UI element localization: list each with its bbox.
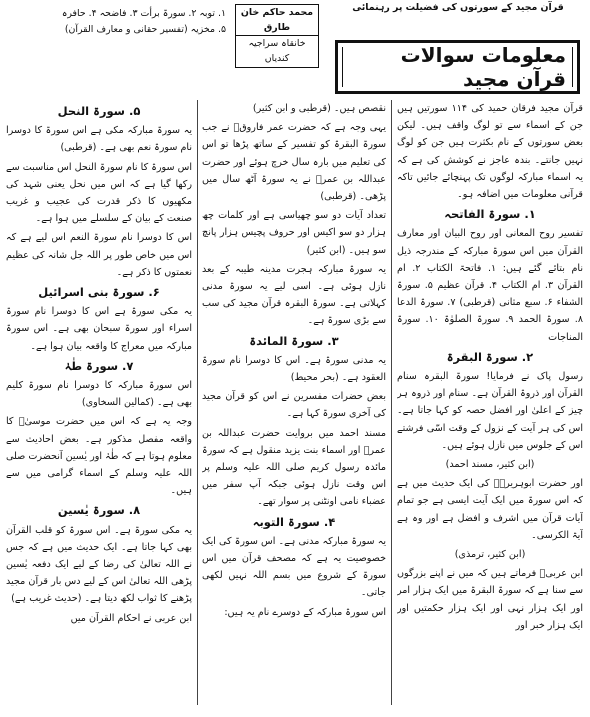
- section-heading: ۷. سورۃ طٰہٰ: [64, 358, 134, 373]
- section-heading: ۶. سورۃ بنی اسرائیل: [38, 285, 160, 300]
- toc-box: [6, 6, 226, 38]
- paragraph: تفسیر روح المعانی اور روح البیان اور معارف القرآن میں اس سورۃ مبارکہ کے مندرجہ ذیل نام بتائے گئے ہیں: ۱. فاتحۃ الکتاب ۲. ام القرآن ۳. ام الکتاب ۴. قرآن عظیم ۵. سورۃ الشفاء ۶. سبع مثانی (قرطبی) ۷. سورۃ الدعا ۸. سورۃ الحمد ۹. سورۃ الصلوٰۃ ۱۰. سورۃ المناجات: [397, 228, 583, 343]
- column-rule: [197, 100, 198, 705]
- section-heading: ۳. سورۃ المائدۃ: [249, 333, 339, 348]
- paragraph: اس سورۃ مبارکہ کے دوسرے نام یہ ہیں:: [224, 606, 386, 618]
- toc-line: ۱. توبہ ۲. سورۃ برأت ۳. فاضحہ ۴. حافرہ: [61, 8, 226, 19]
- column-middle: [202, 100, 386, 705]
- header-top-line: قرآن مجید کے سورتوں کی فضیلت پر رہنمائی: [352, 2, 564, 13]
- citation: (ابن کثیر، ترمذی): [454, 549, 526, 561]
- paragraph: اس کا دوسرا نام سورۃ النعم اس لیے ہے کہ اس میں خاص طور پر اللہ جل شانہ کی عظیم نعمتوں کا ذکر ہے۔: [6, 232, 192, 278]
- paragraph: ابن عربی نے احکام القرآن میں: [70, 612, 192, 624]
- section-heading: ۵. سورۃ النحل: [57, 104, 141, 118]
- column-left: [6, 100, 192, 705]
- paragraph: یہ سورۃ مبارکہ مکی ہے اس سورۃ کا دوسرا نام سورۃ نعم بھی ہے۔ (قرطبی): [6, 125, 192, 154]
- paragraph: مسند احمد میں بروایت حضرت عبداللہ بن عمرؓ اور اسماء بنت یزید منقول ہے کہ سورۃ مائدہ رسول کریم صلی اللہ علیہ وسلم پر اس وقت نازل ہوئی جبکہ آپ سفر میں عضباء نامی اونٹنی پر سوار تھے۔: [202, 427, 386, 508]
- page-title: معلومات سوالات قرآن مجید: [343, 43, 572, 91]
- author-name: محمد حاکم خان طارق: [236, 5, 318, 36]
- paragraph: یہی وجہ ہے کہ حضرت عمر فاروقؓ نے جب سورۃ البقرۃ کو تفسیر کے ساتھ پڑھا تو اس کی تعلیم میں بارہ سال خرچ ہوئے اور حضرت عبداللہ بن عمرؓ نے یہ سورۃ آٹھ سال میں پڑھی۔ (قرطبی): [202, 122, 386, 203]
- paragraph: یہ مکی سورۃ ہے۔ اس سورۃ کو قلب القرآن بھی کہا جاتا ہے۔ ایک حدیث میں ہے کہ جس نے اللہ تعالیٰ کی رضا کے لیے ایک دفعہ یٰسین پڑھی اللہ تعالیٰ اس کے لیے دس بار قرآن مجید پڑھنے کا ثواب لکھ دیتا ہے۔ (حدیث غریب ہے): [6, 524, 192, 605]
- paragraph: قرآن مجید فرقان حمید کی ۱۱۴ سورتیں ہیں جن کے اسماء سے تو لوگ واقف ہیں۔ لیکن بعض سورتوں کے نام بکثرت ہیں جن کو لوگ نہیں جانتے۔ بندہ عاجز نے کوشش کی ہے کہ یہ اسماء مبارکہ لوگوں تک پہنچائے جائیں تاکہ قرآنی معلومات میں اضافہ ہو۔: [397, 103, 583, 201]
- paragraph: یہ مکی سورۃ ہے اس کا دوسرا نام سورۃ اسراء اور سورۃ سبحان بھی ہے۔ اس سورۃ مبارکہ میں معراج کا واقعہ بیان ہوا ہے۔: [6, 306, 192, 352]
- banner-pattern: [342, 43, 573, 91]
- paragraph: یہ مدنی سورۃ ہے۔ اس کا دوسرا نام سورۃ العقود ہے۔ (بحر محیط): [202, 354, 386, 384]
- paragraph: نقصص ہیں۔ (قرطبی و ابن کثیر): [252, 103, 386, 114]
- section-heading: ۲. سورۃ البقرۃ: [446, 349, 534, 364]
- paragraph: اس سورۃ مبارکہ کا دوسرا نام سورۃ کلیم بھی ہے۔ (کمالین السخاوی): [6, 380, 192, 409]
- author-place: خانقاہ سراجیہ: [248, 38, 306, 49]
- paragraph: تعداد آیات دو سو چھیاسی ہے اور کلمات چھ ہزار دو سو اکیس اور حروف پچیس ہزار پانچ سو ہیں۔ (ابن کثیر): [202, 210, 386, 256]
- column-rule: [391, 100, 392, 705]
- section-heading: ۸. سورۃ یٰسین: [57, 503, 141, 518]
- section-heading: ۱. سورۃ الفاتحہ: [444, 207, 536, 222]
- paragraph: ابن عربیؒ فرماتے ہیں کہ میں نے اپنے بزرگوں سے سنا ہے کہ سورۃ البقرۃ میں ایک ہزار امر اور ایک ہزار نہی اور ایک ہزار حکمتیں اور ایک ہزار خبر اور: [397, 568, 583, 631]
- title-banner: [335, 40, 580, 94]
- author-town: کندیاں: [264, 53, 290, 64]
- paragraph: یہ سورۃ مبارکہ ہجرت مدینہ طیبہ کے بعد نازل ہوئی ہے۔ اسی لیے یہ سورۃ مدنی کہلاتی ہے۔ سورۃ البقرہ قرآن مجید کی سب سے بڑی سورۃ ہے۔: [202, 263, 386, 327]
- author-box: [235, 4, 319, 68]
- paragraph: اس سورۃ کا نام سورۃ النحل اس مناسبت سے رکھا گیا ہے کہ اس میں نحل یعنی شہد کی مکھیوں کا ذکر قدرت کی عجیب و غریب صنعت کے بیان کے سلسلے میں ہوا ہے۔: [6, 161, 192, 225]
- column-right: [397, 100, 583, 705]
- paragraph: رسول پاک نے فرمایا! سورۃ البقرہ سنام القرآن اور ذروۃ القرآن ہے۔ سنام اور ذروہ ہر چیز کے اعلیٰ اور افضل حصہ کو کہا جاتا ہے۔ اس کی ہر آیت کے نزول کے وقت اسّی فرشتے اس کے جلوس میں نازل ہوئے ہیں۔: [397, 371, 583, 451]
- paragraph: وجہ یہ ہے کہ اس میں حضرت موسیٰؑ کا واقعہ مفصل مذکور ہے۔ بعض احادیث سے معلوم ہوتا ہے کہ طٰہٰ اور یٰسین آنحضرت صلی اللہ علیہ وسلم کے اسماء گرامی میں سے ہیں۔: [6, 416, 192, 497]
- paragraph: یہ سورۃ مبارکہ مدنی ہے۔ اس سورۃ کی ایک خصوصیت یہ ہے کہ مصحف قرآن میں اس سورۃ کے شروع میں بسم اللہ نہیں لکھی جاتی۔: [202, 535, 386, 599]
- citation: (ابن کثیر، مسند احمد): [445, 459, 535, 471]
- section-heading: ۴. سورۃ التوبہ: [252, 514, 336, 529]
- toc-line: ۵. مخزیہ (تفسیر حقانی و معارف القرآن): [64, 24, 226, 35]
- paragraph: اور حضرت ابوہریرہؓ کی ایک حدیث میں ہے کہ اس سورۃ میں ایک آیت ایسی ہے جو تمام آیات قرآن میں اشرف و افضل ہے اور وہ ہے آیۃ الکرسی۔: [397, 478, 583, 541]
- paragraph: بعض حضرات مفسرین نے اس کو قرآن مجید کی آخری سورۃ کہا ہے۔: [202, 391, 386, 420]
